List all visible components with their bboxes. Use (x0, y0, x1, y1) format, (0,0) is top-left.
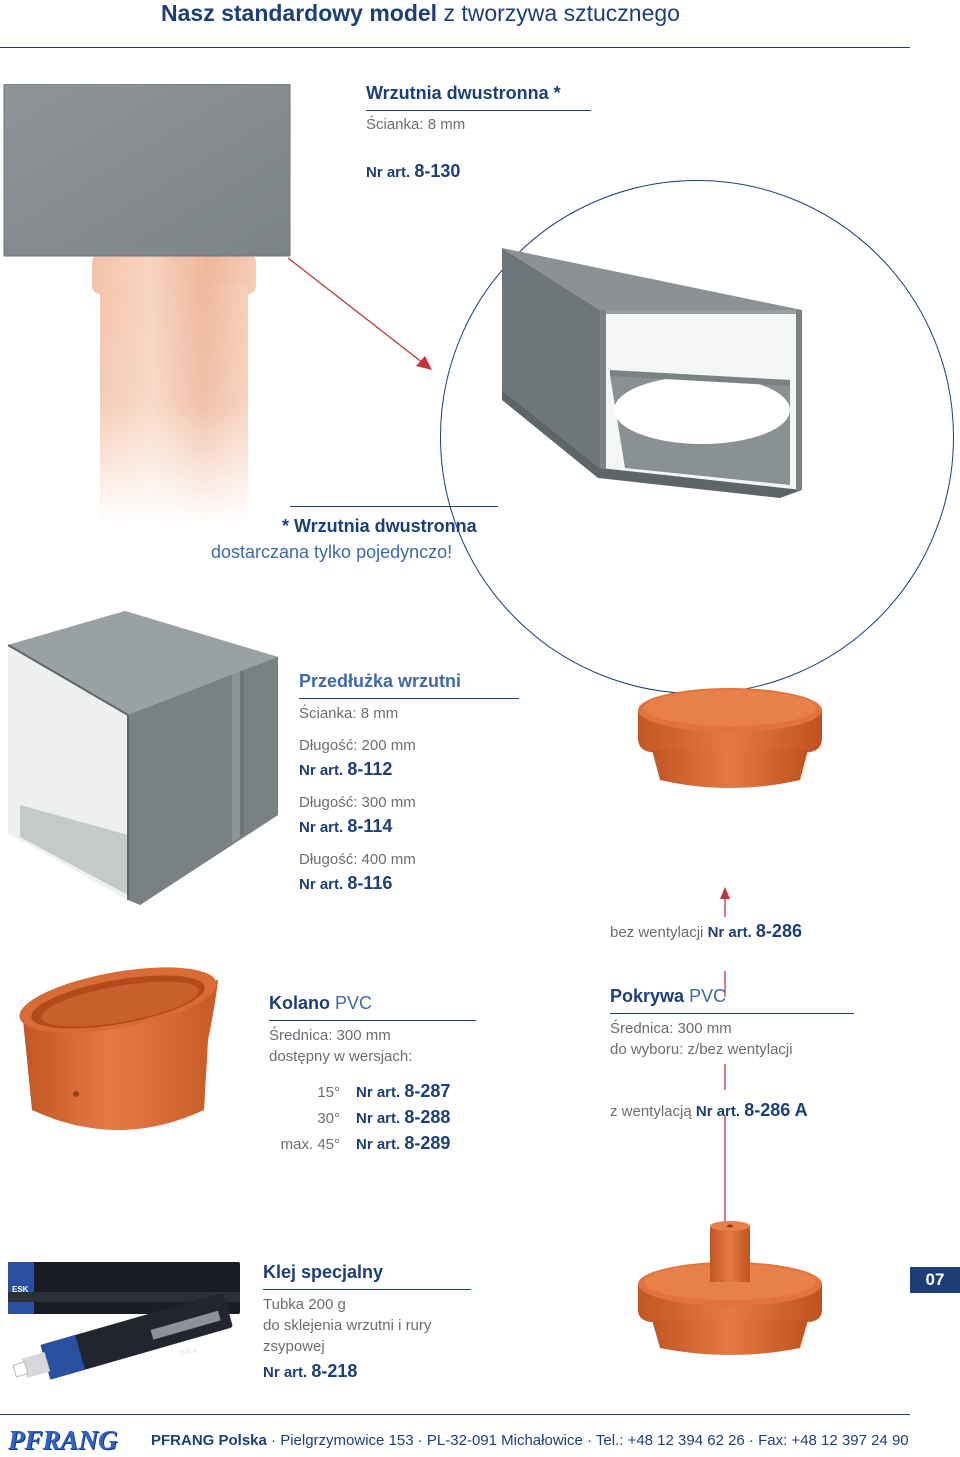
przedluzka-article-300 (299, 817, 392, 837)
kolano-nr-value: 8-287 (404, 1081, 451, 1101)
kolano-nr-label: Nr art. (356, 1084, 401, 1101)
klej-line1: Tubka 200 g (263, 1296, 346, 1313)
footer-company: PFRANG Polska (151, 1432, 267, 1449)
przedluzka-article-400 (299, 874, 392, 894)
page-number-badge: 07 (910, 1267, 960, 1293)
kolano-title-pvc: PVC (335, 993, 373, 1013)
wrzutnia-wall: Ścianka: 8 mm (366, 116, 466, 133)
wrzutnia-note-line2: dostarczana tylko pojedynczo! (211, 542, 453, 562)
wrzutnia-note-rule (290, 506, 498, 507)
pokrywa-choice: do wyboru: z/bez wentylacji (610, 1041, 793, 1058)
klej-title-rule (263, 1289, 471, 1290)
kolano-angle-15: 15° (317, 1084, 340, 1101)
pfrang-logo: PFRANG (8, 1425, 118, 1455)
klej-nr-label: Nr art. (263, 1364, 308, 1381)
kolano-title (269, 993, 372, 1014)
kolano-article-30 (356, 1108, 450, 1128)
kolano-diameter: Średnica: 300 mm (269, 1027, 391, 1044)
kolano-nr-label: Nr art. (356, 1136, 401, 1153)
wrzutnia-nr-value: 8-130 (414, 161, 461, 181)
pokrywa-no-vent-nr-value: 8-286 (755, 921, 802, 941)
klej-tube-size: 200 g (178, 1346, 198, 1358)
wrzutnia-arrow (280, 250, 450, 380)
kolano-nr-value: 8-289 (404, 1133, 451, 1153)
klej-line3: zsypowej (263, 1338, 325, 1355)
kolano-angle-45: max. 45° (280, 1136, 340, 1153)
kolano-title-main: Kolano (269, 993, 330, 1013)
przedluzka-article-200 (299, 760, 392, 780)
klej-nr-value: 8-218 (311, 1361, 358, 1381)
wrzutnia-pipe-photo (0, 84, 300, 524)
pokrywa-with-vent-nr-value: 8-286 A (744, 1100, 808, 1120)
przedluzka-nr-label: Nr art. (299, 762, 344, 779)
kolano-angle-30: 30° (317, 1110, 340, 1127)
page-title-bold: Nasz standardowy model (161, 0, 438, 26)
kolano-article-45 (356, 1134, 450, 1154)
pokrywa-title-main: Pokrywa (610, 986, 685, 1006)
pokrywa-title-rule (610, 1013, 854, 1014)
pokrywa-title (610, 986, 726, 1007)
wrzutnia-note-line1: * Wrzutnia dwustronna (282, 516, 477, 536)
kolano-title-rule (269, 1020, 476, 1021)
page-title-rest: z tworzywa sztucznego (443, 0, 680, 26)
pokrywa-with-vent-nr-label: Nr art. (695, 1103, 741, 1120)
wrzutnia-article (366, 162, 460, 182)
przedluzka-length-400: Długość: 400 mm (299, 851, 416, 868)
przedluzka-title-rule (299, 698, 519, 699)
przedluzka-title: Przedłużka wrzutni (299, 671, 462, 691)
przedluzka-photo (0, 605, 285, 915)
przedluzka-nr-value: 8-116 (347, 873, 393, 893)
wrzutnia-title: Wrzutnia dwustronna * (366, 83, 561, 103)
klej-tube-brand: ESK (12, 1285, 29, 1294)
wrzutnia-title-rule (366, 110, 591, 111)
page-title (161, 0, 680, 27)
kolano-photo (8, 960, 228, 1160)
pokrywa-with-vent-photo (630, 1220, 830, 1370)
kolano-nr-label: Nr art. (356, 1110, 401, 1127)
footer-contact (151, 1432, 909, 1449)
header-rule (0, 47, 910, 48)
wrzutnia-nr-label: Nr art. (366, 164, 411, 181)
klej-article (263, 1362, 357, 1382)
przedluzka-nr-value: 8-112 (347, 759, 393, 779)
przedluzka-nr-label: Nr art. (299, 876, 344, 893)
kolano-versions-label: dostępny w wersjach: (269, 1048, 413, 1065)
przedluzka-length-200: Długość: 200 mm (299, 737, 416, 754)
pokrywa-no-vent-nr-label: Nr art. (707, 924, 752, 941)
pokrywa-arrow-down (715, 1060, 735, 1240)
klej-tube-photo (4, 1236, 244, 1386)
przedluzka-wall: Ścianka: 8 mm (299, 705, 399, 722)
pokrywa-diameter: Średnica: 300 mm (610, 1020, 732, 1037)
pokrywa-with-vent-label: z wentylacją (610, 1103, 692, 1120)
pokrywa-title-pvc: PVC (689, 986, 727, 1006)
kolano-nr-value: 8-288 (404, 1107, 451, 1127)
pokrywa-no-vent-photo (630, 680, 830, 800)
wrzutnia-open-box-photo (490, 240, 820, 530)
pokrywa-no-vent (610, 922, 802, 942)
footer-rule (0, 1414, 910, 1415)
footer-address: · Pielgrzymowice 153 · PL-32-091 Michałowice · Tel.: +48 12 394 62 26 · Fax: +48 12 397 24 90 (266, 1432, 909, 1449)
kolano-article-15 (356, 1082, 450, 1102)
przedluzka-length-300: Długość: 300 mm (299, 794, 416, 811)
przedluzka-nr-value: 8-114 (347, 816, 393, 836)
przedluzka-nr-label: Nr art. (299, 819, 344, 836)
pokrywa-with-vent (610, 1101, 808, 1121)
klej-line2: do sklejenia wrzutni i rury (263, 1317, 432, 1334)
pokrywa-no-vent-label: bez wentylacji (610, 924, 704, 941)
klej-title: Klej specjalny (263, 1262, 384, 1282)
